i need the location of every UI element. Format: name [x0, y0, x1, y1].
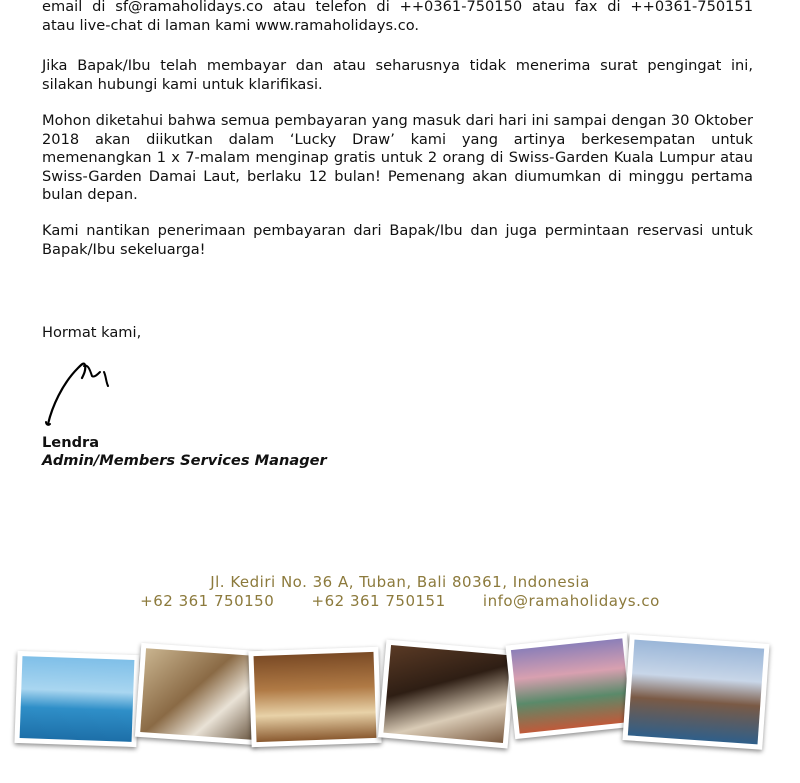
photo-resort-sunset: [505, 633, 636, 739]
photo-resort-pool-night: [622, 634, 769, 750]
footer-address: Jl. Kediri No. 36 A, Tuban, Bali 80361, Indonesia: [210, 573, 590, 591]
paragraph-closing-note: Kami nantikan penerimaan pembayaran dari Bapak/Ibu dan juga permintaan reservasi untuk Bapak/Ibu sekeluarga!: [42, 222, 753, 258]
footer-contact: [0, 592, 800, 610]
footer-fax: +62 361 750151: [311, 592, 446, 610]
photo-hotel-room-1: [135, 643, 263, 745]
photo-beach-pool: [14, 651, 139, 747]
paragraph-lucky-draw: Mohon diketahui bahwa semua pembayaran yang masuk dari hari ini sampai dengan 30 Oktober 2018 akan diikutkan dalam ‘Lucky Draw’ kami yang artinya berkesempatan untuk memenangkan 1 x 7-malam menginap gratis untuk 2 orang di Swiss-Garden Kuala Lumpur atau Swiss-Garden Damai Laut, berlaku 12 bulan! Pemenang akan diumumkan di minggu pertama bulan depan.: [42, 112, 753, 203]
paragraph-contact: [42, 0, 753, 35]
signatory-title: Admin/Members Services Manager: [42, 452, 327, 469]
photo-strip: [0, 625, 800, 783]
footer-email[interactable]: info@ramaholidays.co: [482, 592, 660, 610]
handwritten-signature: [44, 352, 124, 430]
paragraph-clarification: Jika Bapak/Ibu telah membayar dan atau seharusnya tidak menerima surat pengingat ini, silakan hubungi kami untuk klarifikasi.: [42, 57, 753, 93]
signatory-name: Lendra: [42, 434, 100, 451]
contact-line-1: email di sf@ramaholidays.co atau telefon di ++0361-750150 atau fax di ++0361-750151: [42, 0, 753, 15]
photo-hotel-room-2: [378, 640, 516, 749]
footer-phone: +62 361 750150: [140, 592, 275, 610]
photo-spa-room: [248, 647, 381, 747]
contact-line-2: atau live-chat di laman kami www.ramaholidays.co.: [42, 16, 420, 34]
closing-salutation: Hormat kami,: [42, 324, 142, 341]
